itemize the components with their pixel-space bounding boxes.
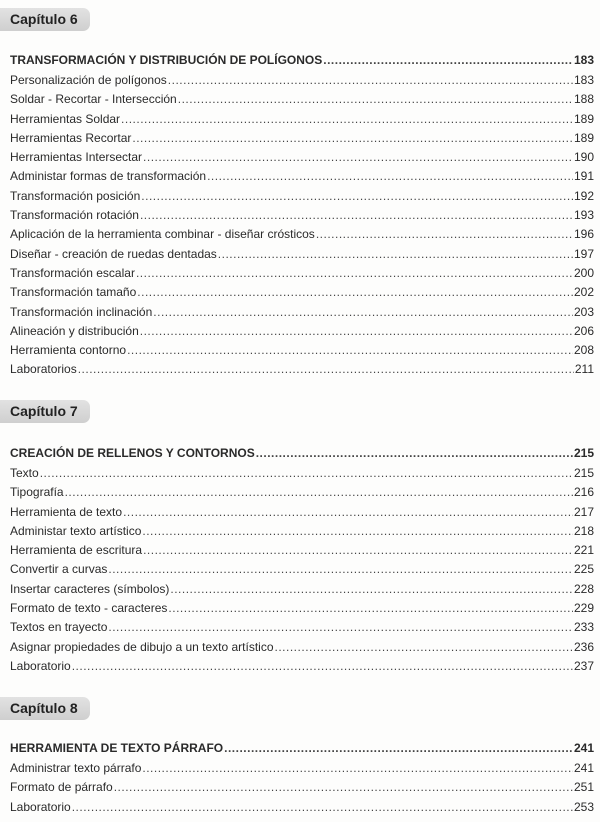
dot-leader [140, 206, 573, 225]
page-number: 218 [573, 523, 594, 538]
toc-heading[interactable] [10, 738, 594, 759]
dot-leader [170, 580, 573, 599]
entry-title: Alineación y distribución [10, 323, 139, 338]
dot-leader [218, 245, 573, 264]
toc-entry[interactable] [10, 483, 594, 502]
toc-entry[interactable] [10, 206, 594, 225]
entry-title: Administrar texto párrafo [10, 761, 142, 775]
entry-title: Formato de texto - caracteres [10, 601, 168, 616]
entry-title: Personalización de polígonos [10, 73, 167, 87]
entry-title: Herramienta de escritura [10, 543, 143, 558]
dot-leader [127, 341, 573, 360]
page-number: 189 [573, 130, 594, 145]
toc-entry[interactable] [10, 264, 594, 283]
dot-leader [132, 129, 573, 148]
toc-entry[interactable] [10, 110, 594, 129]
toc-entry[interactable] [10, 167, 594, 186]
page-number: 225 [573, 562, 594, 577]
dot-leader [72, 657, 573, 676]
page-number: 237 [573, 658, 594, 673]
toc-entry[interactable] [10, 798, 594, 817]
dot-leader [143, 148, 573, 167]
entry-title: Laboratorios [10, 362, 77, 377]
dot-leader [178, 90, 573, 109]
entry-title: Herramientas Recortar [10, 130, 132, 145]
page-number: 251 [573, 780, 594, 795]
page-number: 241 [573, 761, 594, 775]
page-number: 215 [573, 466, 594, 480]
entry-title: Herramientas Soldar [10, 111, 121, 126]
page-number: 191 [573, 169, 594, 184]
toc-entry[interactable] [10, 341, 594, 360]
entry-title: Aplicación de la herramienta combinar - diseñar crósticos [10, 227, 315, 242]
dot-leader [141, 187, 573, 206]
page-number: 196 [573, 227, 594, 242]
entry-title: Soldar - Recortar - Intersección [10, 92, 177, 107]
entry-title: Tipografía [10, 485, 64, 500]
page-number: 208 [573, 343, 594, 358]
chapter-7-toc [10, 443, 594, 676]
page-number: 241 [573, 741, 594, 755]
dot-leader [142, 522, 573, 541]
toc-entry[interactable] [10, 778, 594, 797]
dot-leader [143, 541, 573, 560]
toc-entry[interactable] [10, 187, 594, 206]
dot-leader [142, 759, 573, 778]
page-number: 215 [573, 446, 594, 460]
dot-leader [137, 283, 573, 302]
dot-leader [275, 638, 573, 657]
entry-title: Laboratorio [10, 799, 71, 814]
page-number: 206 [573, 323, 594, 338]
toc-entry[interactable] [10, 225, 594, 244]
page-number: 197 [573, 246, 594, 261]
toc-entry[interactable] [10, 283, 594, 302]
entry-title: Texto [10, 466, 39, 480]
toc-entry[interactable] [10, 657, 594, 676]
page-number: 211 [574, 362, 594, 377]
chapter-8-label: Capítulo 8 [0, 697, 90, 720]
toc-entry[interactable] [10, 522, 594, 541]
entry-title: Convertir a curvas [10, 562, 108, 577]
chapter-8-toc [10, 738, 594, 817]
toc-entry[interactable] [10, 71, 594, 90]
entry-title: Administar formas de transformación [10, 169, 207, 184]
entry-title: Textos en trayecto [10, 620, 108, 635]
entry-title: Herramienta de texto [10, 504, 123, 519]
toc-entry[interactable] [10, 759, 594, 778]
page-number: 253 [573, 799, 594, 814]
dot-leader [40, 464, 573, 483]
toc-entry[interactable] [10, 90, 594, 109]
toc-entry[interactable] [10, 560, 594, 579]
entry-title: Transformación tamaño [10, 285, 137, 300]
toc-entry[interactable] [10, 360, 594, 379]
dot-leader [123, 503, 573, 522]
toc-entry[interactable] [10, 541, 594, 560]
page-number: 221 [573, 543, 594, 558]
dot-leader [121, 110, 573, 129]
toc-heading[interactable] [10, 443, 594, 464]
entry-title: Transformación inclinación [10, 304, 153, 319]
dot-leader [224, 738, 573, 759]
page-number: 190 [573, 150, 594, 165]
entry-title: Diseñar - creación de ruedas dentadas [10, 246, 217, 261]
toc-entry[interactable] [10, 129, 594, 148]
page-number: 189 [573, 111, 594, 126]
page-number: 229 [573, 601, 594, 616]
page-number: 192 [573, 188, 594, 203]
page-number: 183 [573, 53, 594, 67]
page-number: 203 [573, 304, 594, 319]
dot-leader [72, 798, 573, 817]
entry-title: Transformación escalar [10, 265, 135, 280]
page-number: 228 [573, 581, 594, 596]
page-number: 202 [573, 285, 594, 300]
dot-leader [136, 264, 573, 283]
entry-title: Herramienta contorno [10, 343, 127, 358]
page-number: 217 [573, 504, 594, 519]
dot-leader [65, 483, 573, 502]
dot-leader [168, 599, 573, 618]
entry-title: Herramientas Intersectar [10, 150, 143, 165]
dot-leader [168, 71, 573, 90]
page-number: 200 [573, 265, 594, 280]
page-number: 183 [573, 73, 594, 87]
dot-leader [108, 560, 573, 579]
page-number: 236 [573, 639, 594, 654]
page-number: 233 [573, 620, 594, 635]
dot-leader [256, 443, 573, 464]
chapter-6-label: Capítulo 6 [0, 8, 90, 31]
dot-leader [78, 360, 574, 379]
entry-title: Transformación rotación [10, 208, 139, 223]
toc-entry[interactable] [10, 638, 594, 657]
toc-entry[interactable] [10, 599, 594, 618]
toc-entry[interactable] [10, 148, 594, 167]
dot-leader [140, 322, 573, 341]
dot-leader [153, 303, 573, 322]
toc-entry[interactable] [10, 245, 594, 264]
entry-title: HERRAMIENTA DE TEXTO PÁRRAFO [10, 741, 224, 755]
page-number: 193 [573, 208, 594, 223]
toc-heading[interactable] [10, 50, 594, 71]
dot-leader [114, 778, 573, 797]
toc-entry[interactable] [10, 322, 594, 341]
dot-leader [316, 225, 573, 244]
dot-leader [108, 618, 573, 637]
toc-entry[interactable] [10, 618, 594, 637]
page-number: 216 [573, 485, 594, 500]
chapter-7-label: Capítulo 7 [0, 400, 90, 423]
entry-title: Administar texto artístico [10, 523, 142, 538]
entry-title: Asignar propiedades de dibujo a un texto artístico [10, 639, 274, 654]
page-number: 188 [573, 92, 594, 107]
toc-entry[interactable] [10, 464, 594, 483]
chapter-6-toc [10, 50, 594, 380]
entry-title: CREACIÓN DE RELLENOS Y CONTORNOS [10, 446, 255, 460]
toc-entry[interactable] [10, 503, 594, 522]
toc-entry[interactable] [10, 580, 594, 599]
entry-title: Transformación posición [10, 188, 141, 203]
entry-title: TRANSFORMACIÓN Y DISTRIBUCIÓN DE POLÍGONOS [10, 53, 323, 67]
dot-leader [323, 50, 573, 71]
entry-title: Formato de párrafo [10, 780, 113, 795]
entry-title: Laboratorio [10, 658, 71, 673]
toc-entry[interactable] [10, 303, 594, 322]
entry-title: Insertar caracteres (símbolos) [10, 581, 170, 596]
dot-leader [207, 167, 573, 186]
